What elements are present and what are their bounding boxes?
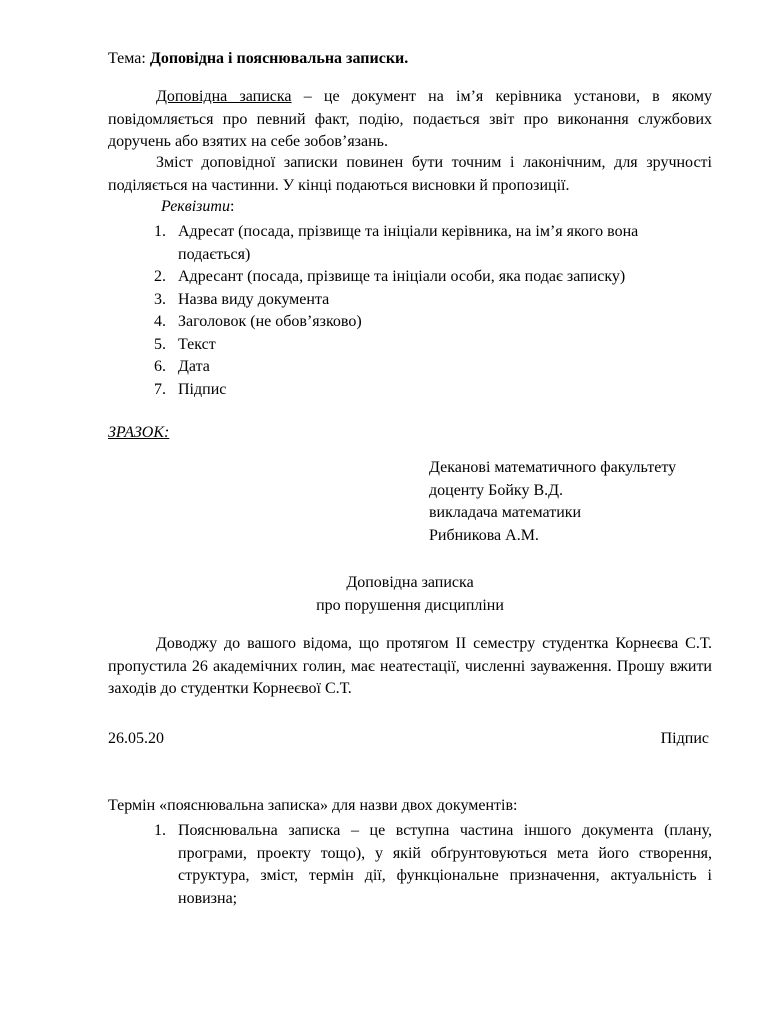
- list-item-number: 1.: [154, 223, 166, 240]
- list-item: [154, 820, 712, 910]
- list-item: [154, 334, 712, 357]
- memo-subject: про порушення дисципліни: [316, 596, 504, 614]
- addressee-line: доценту Бойку В.Д.: [429, 481, 564, 499]
- requisites-list: [154, 221, 712, 401]
- memo-date: 26.05.20: [108, 730, 164, 747]
- list-item-text: Заголовок (не обов’язково): [178, 313, 362, 330]
- list-item: [154, 221, 712, 266]
- requisites-title: [161, 198, 234, 216]
- definition-term: Доповідна записка: [156, 88, 292, 105]
- list-item-text: Дата: [178, 358, 210, 375]
- topic-title: Доповідна і пояснювальна записки.: [149, 50, 409, 67]
- addressee-line: Деканові математичного факультету: [429, 459, 677, 476]
- addressee-line: Рибникова А.М.: [429, 526, 539, 544]
- definition-paragraph: [108, 86, 712, 154]
- list-item: [154, 266, 712, 289]
- content-paragraph: Зміст доповідної записки повинен бути точним і лаконічним, для зручності поділяється на частинни. У кінці подаються висновки й пропозиції.: [108, 154, 712, 194]
- memo-signature: Підпис: [660, 730, 709, 747]
- topic-line: [108, 50, 408, 68]
- list-item-number: 3.: [154, 290, 166, 308]
- list-item: [154, 311, 712, 334]
- list-item-text: Підпис: [178, 380, 227, 398]
- sample-label-text: ЗРАЗОК: [108, 424, 164, 441]
- list-item: [154, 379, 712, 402]
- explanatory-list: [154, 820, 712, 910]
- list-item-number: 6.: [154, 358, 166, 375]
- list-item-text: Адресат (посада, прізвище та ініціали керівника, на ім’я якого вона подається): [178, 223, 639, 263]
- sample-label-colon: :: [163, 424, 170, 441]
- list-item-number: 4.: [154, 313, 166, 330]
- memo-doc-type: Доповідна записка: [346, 574, 474, 591]
- topic-label: Тема:: [108, 50, 150, 67]
- sample-label: [108, 424, 169, 442]
- list-item: [154, 356, 712, 379]
- explanatory-intro: Термін «пояснювальна записка» для назви двох документів:: [108, 797, 518, 814]
- requisites-colon: :: [229, 198, 235, 215]
- addressee-block: [429, 457, 676, 547]
- requisites-title-text: Реквізити: [161, 198, 230, 215]
- list-item-text: Назва виду документа: [178, 290, 330, 308]
- list-item-number: 5.: [154, 335, 166, 353]
- list-item-number: 1.: [154, 822, 166, 839]
- addressee-line: викладача математики: [429, 504, 582, 521]
- memo-body: Доводжу до вашого відома, що протягом ІІ семестру студентка Корнеєва С.Т. пропустила 26 академічних голин, має неатестації, численні зауваження. Прошу вжити заходів до студентки Корнеєвої С.Т.: [108, 635, 712, 697]
- definition-text: – це документ на ім’я керівника установи, в якому повідомляється про певний факт, подію, подається звіт про виконання службових доручень або взятих на себе зобов’язань.: [108, 88, 712, 150]
- list-item-number: 2.: [154, 268, 166, 285]
- memo-heading: [108, 572, 712, 617]
- list-item-text: Пояснювальна записка – це вступна частина іншого документа (плану, програми, проекту тощо), у якій обґрунтовуються мета його створення, структура, зміст, термін дії, функціональне призначення, актуальність і новизна;: [178, 822, 712, 907]
- list-item: [154, 289, 712, 312]
- list-item-text: Текст: [178, 335, 216, 353]
- list-item-text: Адресант (посада, прізвище та ініціали особи, яка подає записку): [178, 268, 626, 285]
- list-item-number: 7.: [154, 380, 166, 398]
